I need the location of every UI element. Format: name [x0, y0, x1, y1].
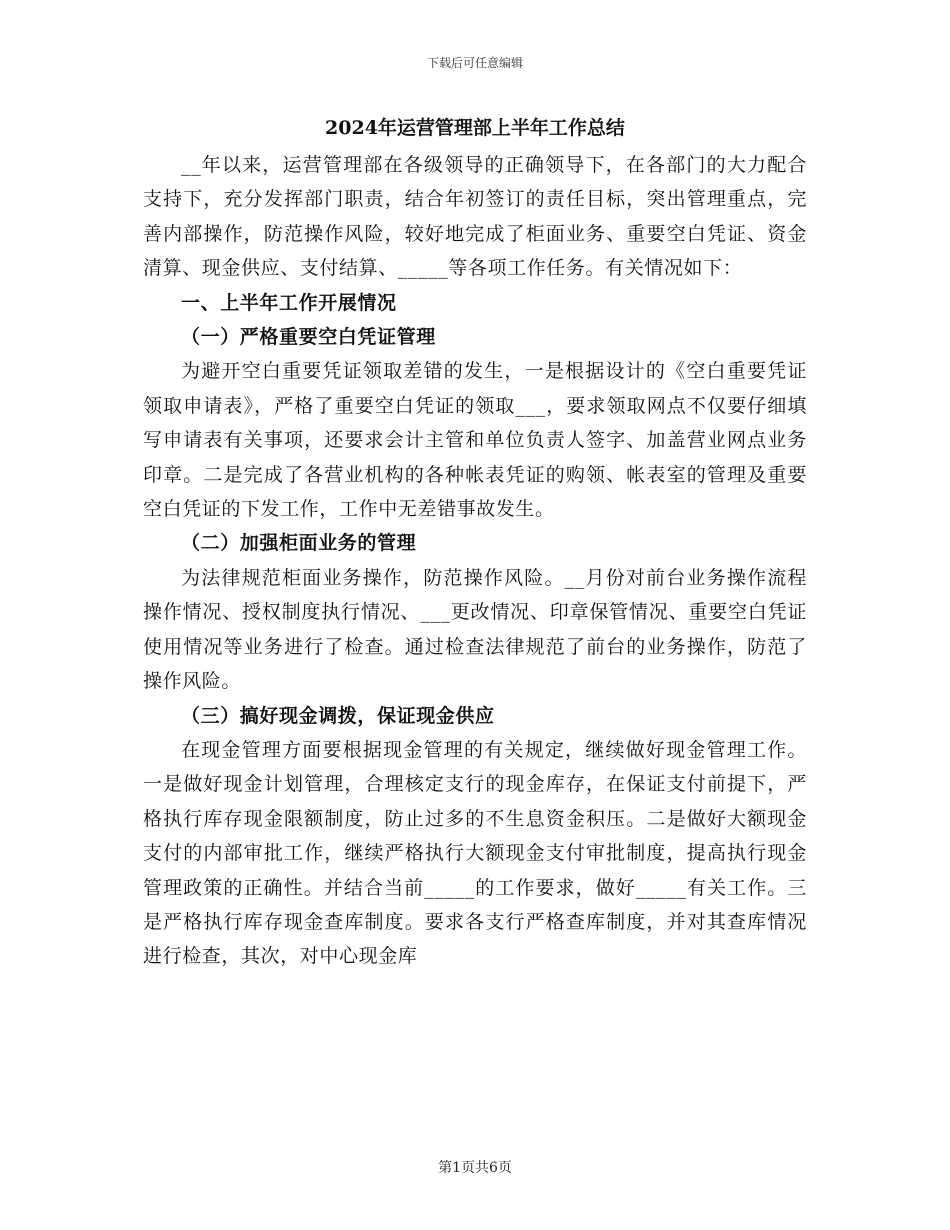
document-title: 2024年运营管理部上半年工作总结	[325, 117, 625, 139]
subsection-heading-3: （三）搞好现金调拨，保证现金供应	[181, 704, 495, 727]
subsection-paragraph-1: 为避开空白重要凭证领取差错的发生，一是根据设计的《空白重要凭证领取申请表》，严格了重要空白凭证的领取___，要求领取网点不仅要仔细填写申请表有关事项，还要求会计主管和单位负责人签字、加盖营业网点业务印章。二是完成了各营业机构的各种帐表凭证的购领、帐表室的管理及重要空白凭证的下发工作，工作中无差错事故发生。	[143, 360, 807, 521]
subsection-heading-2: （二）加强柜面业务的管理	[181, 532, 417, 555]
subsection-paragraph-2: 为法律规范柜面业务操作，防范操作风险。__月份对前台业务操作流程操作情况、授权制度执行情况、___更改情况、印章保管情况、重要空白凭证使用情况等业务进行了检查。通过检查法律规范了前台的业务操作，防范了操作风险。	[143, 566, 807, 693]
intro-paragraph: __年以来，运营管理部在各级领导的正确领导下，在各部门的大力配合支持下，充分发挥部门职责，结合年初签订的责任目标，突出管理重点，完善内部操作，防范操作风险，较好地完成了柜面业务、重要空白凭证、资金清算、现金供应、支付结算、_____等各项工作任务。有关情况如下：	[143, 154, 807, 280]
subsection-heading-1: （一）严格重要空白凭证管理	[181, 326, 436, 349]
page-footer: 第1页共6页	[438, 1160, 512, 1176]
page-content	[143, 112, 807, 974]
subsection-paragraph-3: 在现金管理方面要根据现金管理的有关规定，继续做好现金管理工作。一是做好现金计划管理，合理核定支行的现金库存，在保证支付前提下，严格执行库存现金限额制度，防止过多的不生息资金积压。二是做好大额现金支付的内部审批工作，继续严格执行大额现金支付审批制度，提高执行现金管理政策的正确性。并结合当前_____的工作要求，做好_____有关工作。三是严格执行库存现金查库制度。要求各支行严格查库制度，并对其查库情况进行检查，其次，对中心现金库	[143, 738, 807, 968]
section-heading-1: 一、上半年工作开展情况	[181, 291, 397, 314]
header-note: 下载后可任意编辑	[426, 56, 523, 70]
